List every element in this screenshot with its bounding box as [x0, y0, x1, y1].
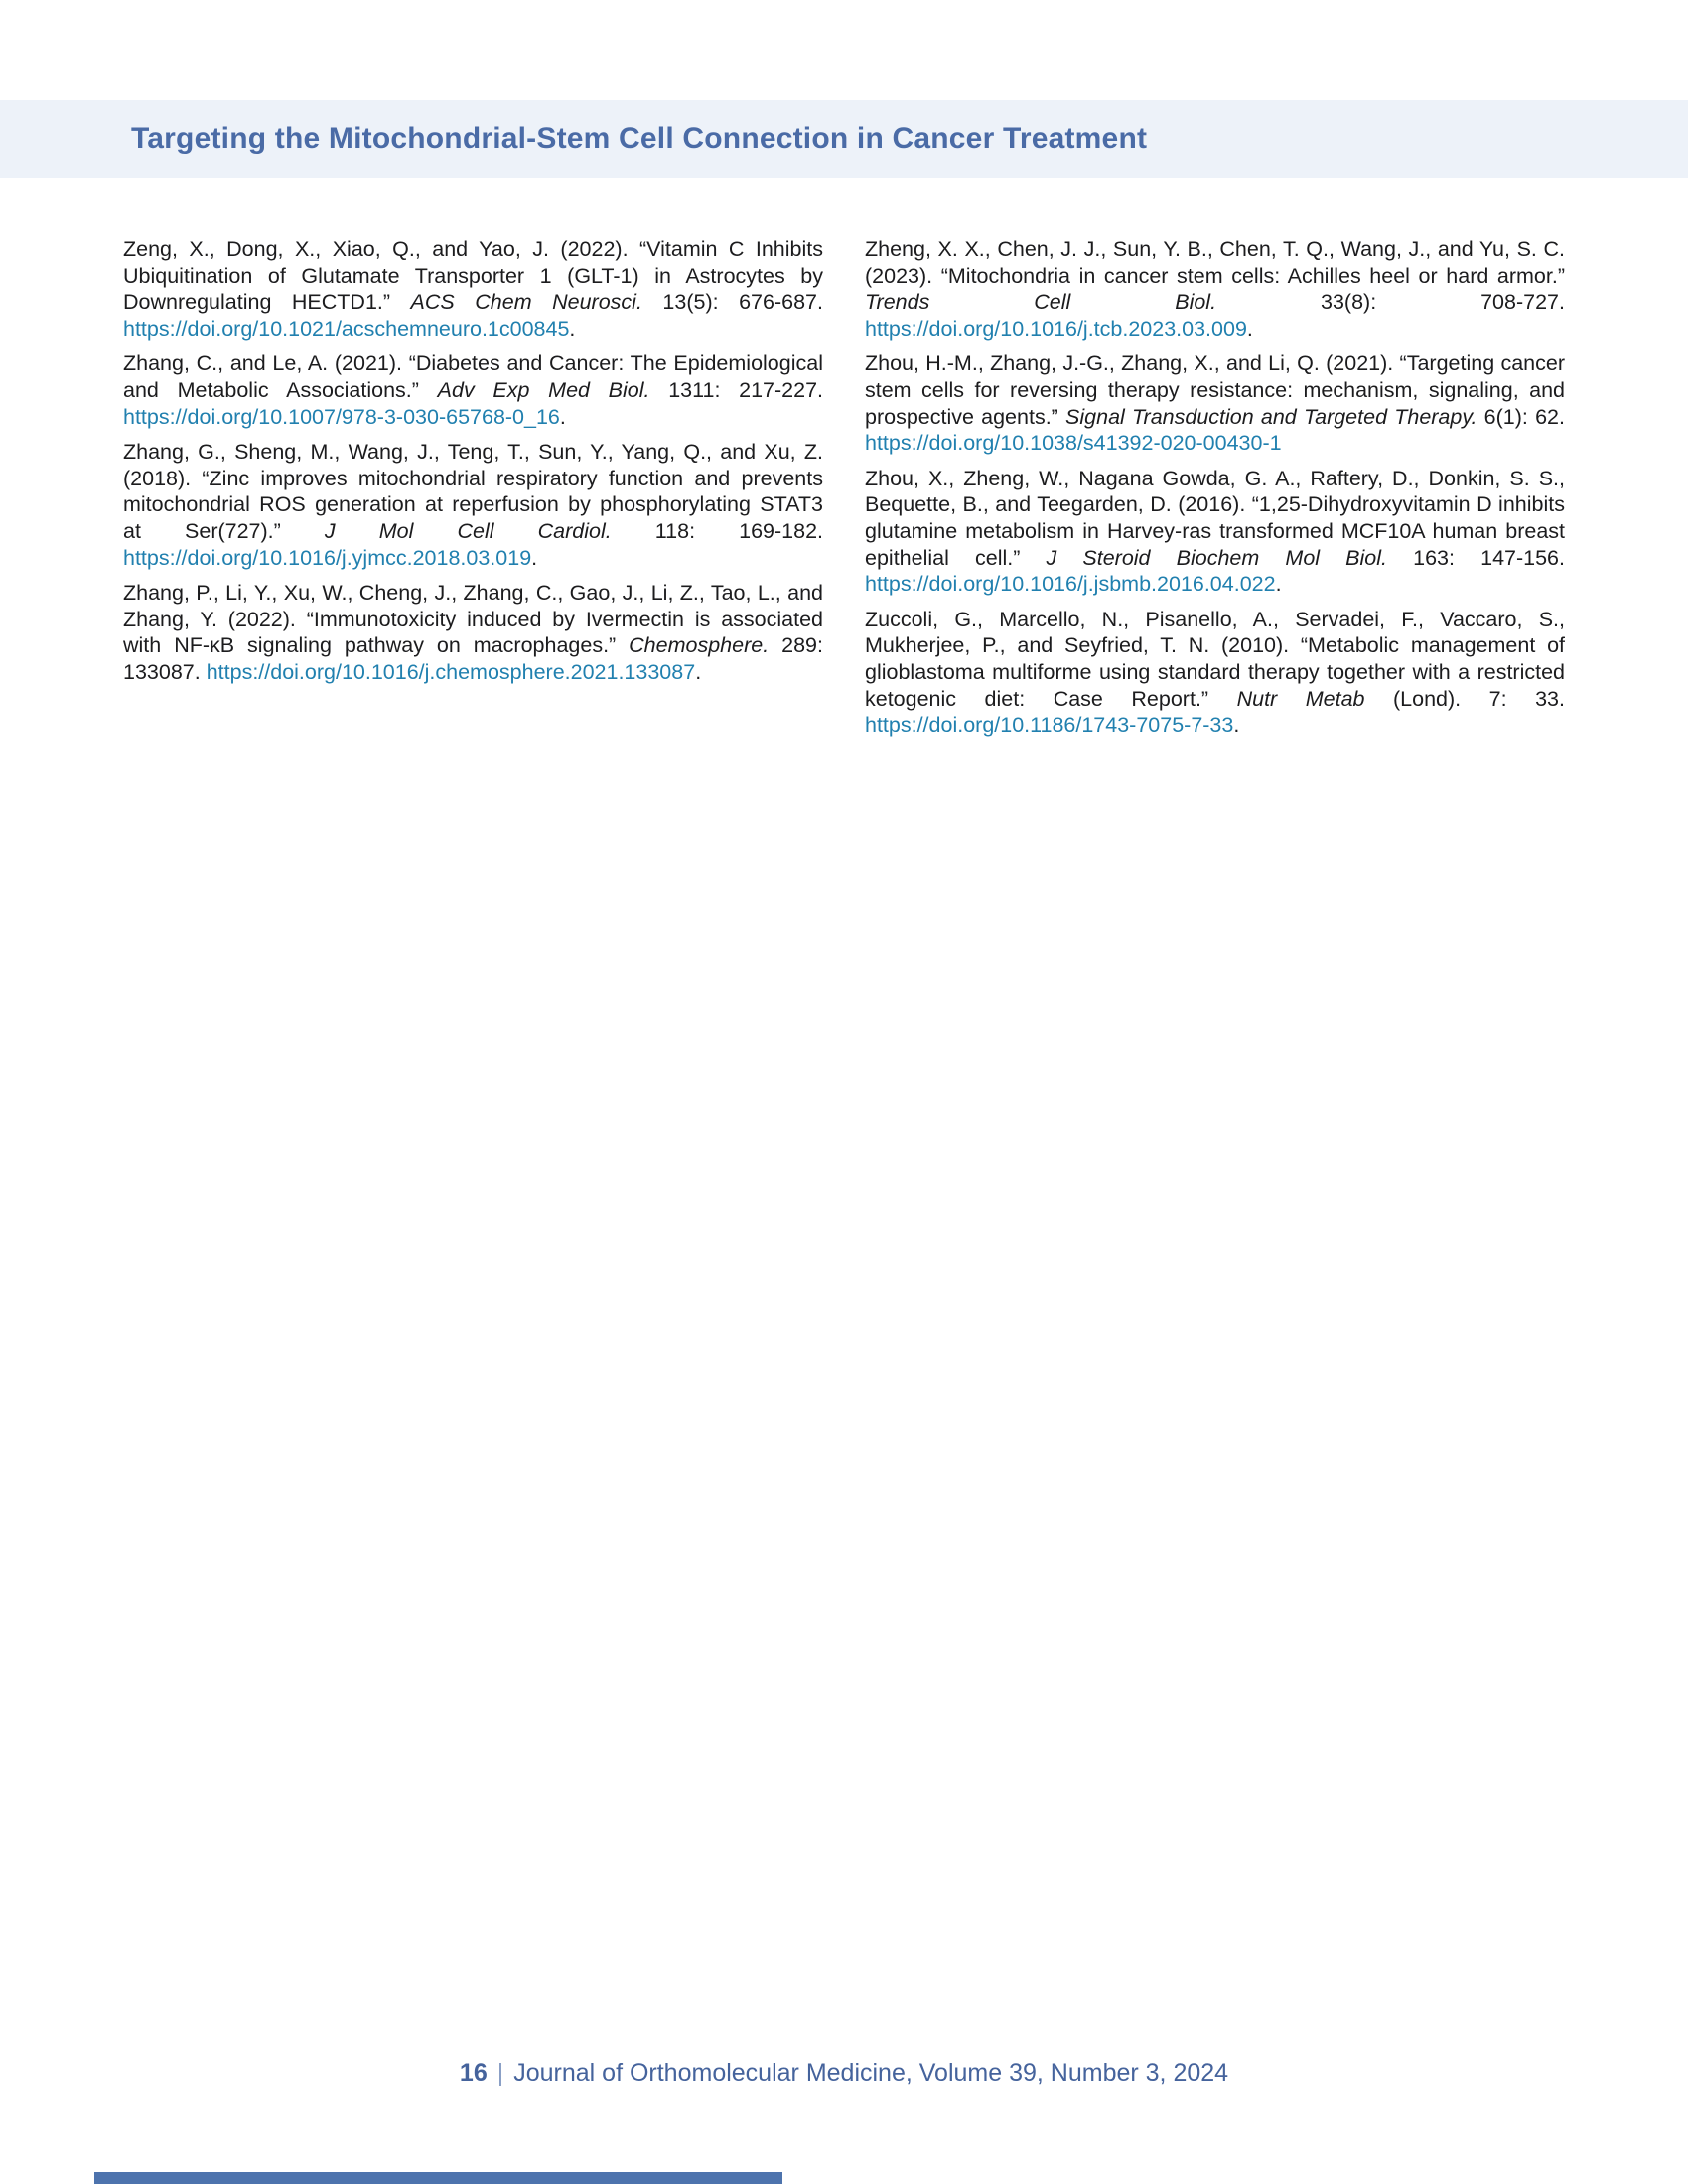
reference-entry [865, 466, 1565, 598]
page-title: Targeting the Mitochondrial-Stem Cell Connection in Cancer Treatment [131, 122, 1148, 155]
journal-name: Nutr Metab [1236, 686, 1365, 711]
reference-entry [123, 350, 823, 430]
doi-link[interactable]: https://doi.org/10.1007/978-3-030-65768-0_16 [123, 404, 560, 429]
reference-entry [123, 439, 823, 571]
reference-entry [865, 236, 1565, 341]
footer-page-number: 16 [459, 2059, 488, 2087]
reference-text: . [1246, 316, 1253, 341]
reference-entry [123, 236, 823, 341]
reference-text: (Lond). 7: 33. [1364, 686, 1565, 711]
reference-text: Zuccoli, G., Marcello, N., Pisanello, A., Servadei, F., Vaccaro, S., Mukherjee, P., and Seyfried, T. N. (2010). “Metabolic management of glioblastoma multiforme using standard therapy together with a restricted ketogenic diet: Case Report.” [865, 607, 1565, 711]
reference-text: . [1275, 572, 1282, 597]
reference-text: 118: 169-182. [611, 518, 824, 543]
journal-name: Trends Cell Biol. [865, 290, 1217, 315]
reference-text: . [559, 404, 566, 429]
footer-journal-line: Journal of Orthomolecular Medicine, Volume 39, Number 3, 2024 [513, 2059, 1229, 2087]
reference-text: . [569, 316, 576, 341]
doi-link[interactable]: https://doi.org/10.1016/j.yjmcc.2018.03.019 [123, 545, 532, 570]
journal-name: Adv Exp Med Biol. [437, 377, 650, 402]
reference-text: 13(5): 676-687. [641, 290, 823, 315]
reference-text: 289: 133087. [123, 633, 823, 684]
doi-link[interactable]: https://doi.org/10.1016/j.chemosphere.2021.133087 [206, 659, 696, 684]
reference-text: 6(1): 62. [1477, 404, 1565, 429]
journal-name: J Steroid Biochem Mol Biol. [1046, 545, 1388, 570]
journal-name: Signal Transduction and Targeted Therapy. [1065, 404, 1477, 429]
footer-separator: | [496, 2059, 504, 2087]
reference-text: 163: 147-156. [1387, 545, 1565, 570]
reference-text: Zhou, H.-M., Zhang, J.-G., Zhang, X., and Li, Q. (2021). “Targeting cancer stem cells for reversing therapy resistance: mechanism, signaling, and prospective agents.” [865, 351, 1565, 429]
reference-text: Zhou, X., Zheng, W., Nagana Gowda, G. A., Raftery, D., Donkin, S. S., Bequette, B., and Teegarden, D. (2016). “1,25-Dihydroxyvitamin D inhibits glutamine metabolism in Harvey-ras transformed MCF10A human breast epithelial cell.” [865, 466, 1565, 570]
reference-text: Zeng, X., Dong, X., Xiao, Q., and Yao, J. (2022). “Vitamin C Inhibits Ubiquitination of Glutamate Transporter 1 (GLT-1) in Astrocytes by Downregulating HECTD1.” [123, 237, 823, 315]
doi-link[interactable]: https://doi.org/10.1016/j.jsbmb.2016.04.022 [865, 572, 1276, 597]
doi-link[interactable]: https://doi.org/10.1186/1743-7075-7-33 [865, 713, 1234, 738]
journal-name: Chemosphere. [629, 633, 770, 658]
reference-text: 33(8): 708-727. [1216, 290, 1565, 315]
reference-text: . [695, 659, 702, 684]
footer-accent-bar [94, 2172, 782, 2184]
page-footer [0, 2059, 1688, 2088]
reference-text: . [531, 545, 538, 570]
references-section [123, 236, 1565, 748]
reference-text: 1311: 217-227. [649, 377, 824, 402]
doi-link[interactable]: https://doi.org/10.1021/acschemneuro.1c00845 [123, 316, 570, 341]
references-column-left [123, 236, 823, 748]
reference-text: Zhang, C., and Le, A. (2021). “Diabetes and Cancer: The Epidemiological and Metabolic Associations.” [123, 351, 823, 402]
reference-entry [123, 580, 823, 685]
doi-link[interactable]: https://doi.org/10.1038/s41392-020-00430-1 [865, 431, 1282, 456]
reference-entry [865, 350, 1565, 456]
references-column-right [865, 236, 1565, 748]
reference-entry [865, 607, 1565, 739]
journal-name: ACS Chem Neurosci. [410, 290, 642, 315]
header-band [0, 100, 1688, 178]
reference-text: Zhang, P., Li, Y., Xu, W., Cheng, J., Zhang, C., Gao, J., Li, Z., Tao, L., and Zhang, Y. (2022). “Immunotoxicity induced by Ivermectin is associated with NF-κB signaling pathway on macrophages.” [123, 581, 823, 658]
reference-text: . [1233, 713, 1240, 738]
reference-text: Zhang, G., Sheng, M., Wang, J., Teng, T., Sun, Y., Yang, Q., and Xu, Z. (2018). “Zinc improves mitochondrial respiratory function and prevents mitochondrial ROS generation at reperfusion by phosphorylating STAT3 at Ser(727).” [123, 440, 823, 543]
doi-link[interactable]: https://doi.org/10.1016/j.tcb.2023.03.009 [865, 316, 1247, 341]
journal-name: J Mol Cell Cardiol. [324, 518, 612, 543]
reference-text: Zheng, X. X., Chen, J. J., Sun, Y. B., Chen, T. Q., Wang, J., and Yu, S. C. (2023). “Mitochondria in cancer stem cells: Achilles heel or hard armor.” [865, 237, 1565, 288]
